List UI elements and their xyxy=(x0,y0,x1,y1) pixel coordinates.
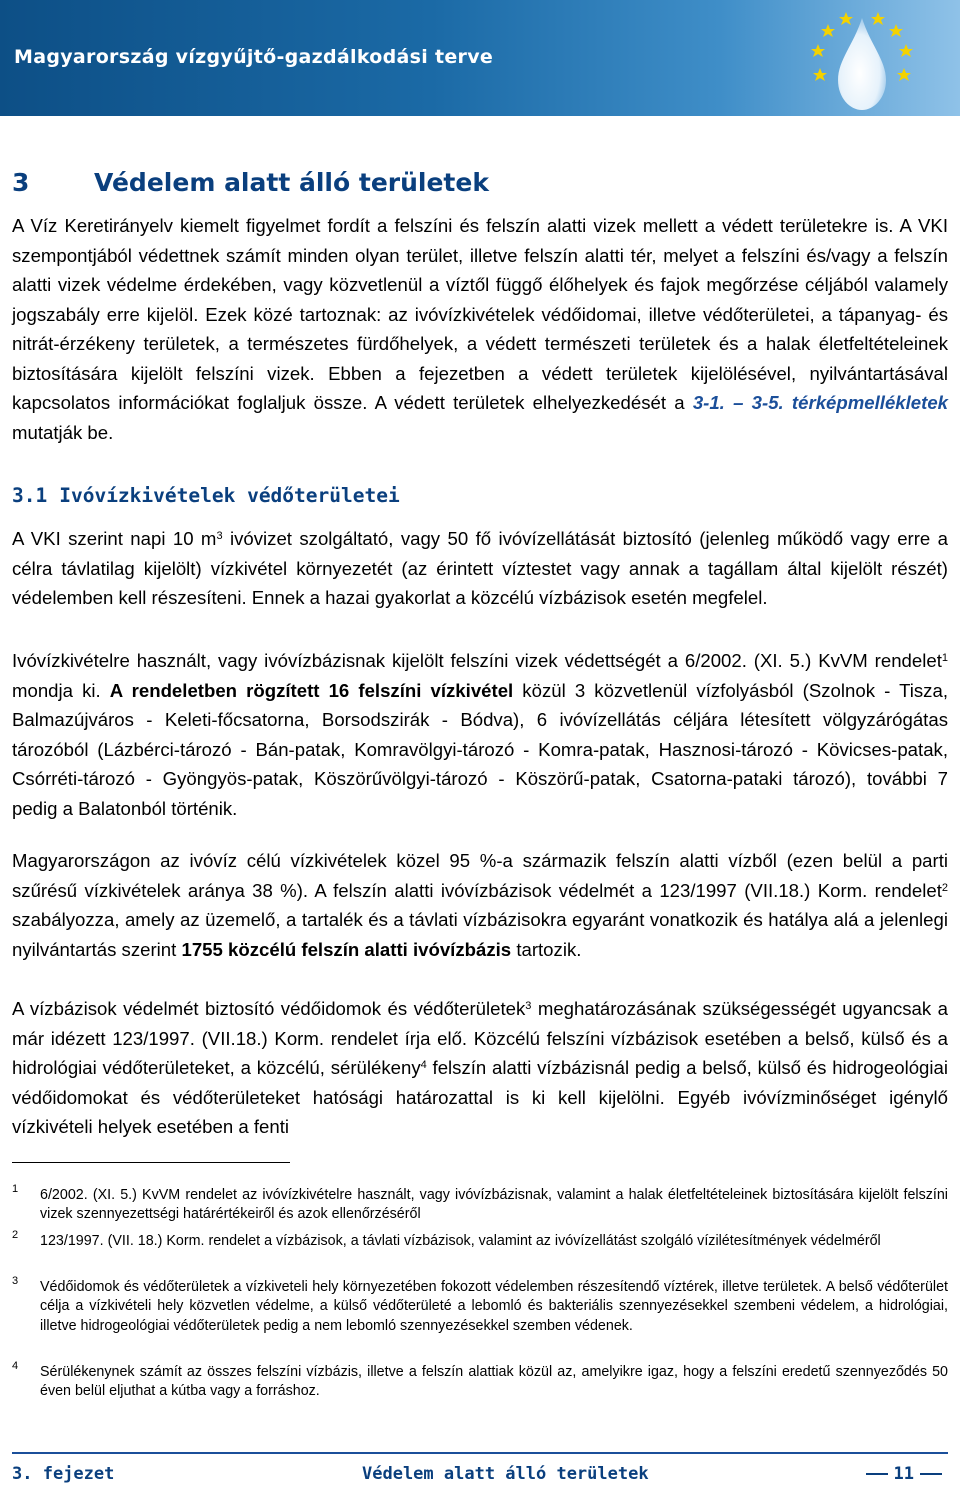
eu-water-drop-logo-icon xyxy=(800,4,960,114)
footer-page-number: 11 xyxy=(860,1464,948,1484)
section-number: 3.1 xyxy=(12,484,48,507)
footnote xyxy=(12,1183,948,1225)
chapter-heading xyxy=(12,168,489,197)
footer-chapter-title: Védelem alatt álló területek xyxy=(362,1464,649,1484)
footnote-text: Sérülékenynek számít az összes felszíni vízbázis, illetve a felszín alattiak közül az, amelyikre igaz, hogy a felszíni eredetű szennyeződés 50 éven belül eljuthat a kútba vagy a forráshoz. xyxy=(40,1364,948,1400)
footnote xyxy=(12,1229,948,1251)
paragraph-groundwater: Magyarországon az ivóvíz célú vízkivételek közel 95 %-a származik felszín alatti vízből (ezen belül a parti szűrésű vízkivételek aránya 38 %). A felszín alatti ivóvízbázisok védelmét a 123/1997 (VII.18.) Korm. rendelet$^2$ szabályozza, amely az üzemelő, a tartalék és a távlati vízbázisokra egyaránt vonatkozik és hatálya alá a jelenlegi nyilvántartás szerint 1755 közcélú felszín alatti ivóvízbázis tartozik. xyxy=(12,850,948,960)
chapter-title: Védelem alatt álló területek xyxy=(94,168,489,197)
footnote-mark: 4 xyxy=(12,1360,19,1372)
footnote-mark: 1 xyxy=(12,1183,19,1195)
intro-paragraph: A Víz Keretirányelv kiemelt figyelmet fordít a felszíni és felszín alatti vizek mellett a védett területekre is. A VKI szempontjából védettnek számít minden olyan terület, illetve felszín alatti tér, melyet a felszíni és/vagy a felszín alatti vizek védelme érdekében, vagy közvetlenül a víztől függő élőhelyek és fajok megőrzése céljából valamely jogszabály erre kijelöl. Ezek közé tartoznak: az ivóvízkivételek védőidomai, illetve védőterületei, a tápanyag- és nitrát-érzékeny területek, a természetes fürdőhelyek, a védett természeti területek és a halak életfeltételeinek biztosítására kijelölt felszíni vizek. Ebben a fejezetben a védett területek kijelölésével, nyilvántartásával kapcsolatos információkat foglaljuk össze. A védett területek elhelyezkedését a 3-1. – 3-5. térképmellékletek mutatják be. xyxy=(12,215,949,443)
footnote xyxy=(12,1360,948,1402)
header-title: Magyarország vízgyűjtő-gazdálkodási terve xyxy=(14,46,494,68)
paragraph-protection-zones: A vízbázisok védelmét biztosító védőidomok és védőterületek$^3$ meghatározásának szükségességét ugyancsak a már idézett 123/1997. (VII.18.) Korm. rendelet írja elő. Közcélú felszíni vízbázisok esetében a belső, külső és a hidrológiai védőterületeket, a közcélú, sérülékeny$^4$ felszín alatti vízbázisnál pedig a belső, külső és hidrogeológiai védőidomokat és védőterületeket hatósági határozattal is ki kell kijelölni. Egyéb ivóvízminőséget igénylő vízkivételi helyek esetében a fenti xyxy=(12,998,948,1137)
footnote-ref-4: 4 xyxy=(420,1059,427,1071)
footnote-text: 6/2002. (XI. 5.) KvVM rendelet az ivóvízkivételre használt, vagy ivóvízbázisnak, valamint a halak életfeltételeinek biztosítására kijelölt felszíni vizek szennyezettségi határértékeiről és azok ellenőrzéséről xyxy=(40,1187,948,1223)
footnote-ref-1: 1 xyxy=(941,652,948,664)
paragraph-surface-intakes: Ivóvízkivételre használt, vagy ivóvízbázisnak kijelölt felszíni vizek védettségét a 6/2002. (XI. 5.) KvVM rendelet$^1$ mondja ki. A rendeletben rögzített 16 felszíni vízkivétel közül 3 közvetlenül vízfolyásból (Szolnok - Tisza, Balmazújváros - Keleti-főcsatorna, Borsodszirák - Bódva), 6 ivóvízellátás céljára létesített völgyzárógátas tározóból (Lázbérci-tározó - Bán-patak, Komravölgyi-tározó - Komra-patak, Hasznosi-tározó - Kövicses-patak, Csórréti-tározó - Gyöngyös-patak, Köszörűvölgyi-tározó - Köszörű-patak, Csatorna-pataki tározó), további 7 pedig a Balatonból történik. xyxy=(12,650,948,819)
footnote-text: Védőidomok és védőterületek a vízkiveteli hely környezetében fokozott védelemben részesítendő víztérek, illetve területek. A belső védőterület célja a vízkivételi hely közvetlen védelme, a külső védőterületé a lebomló és bakteriális szennyezésekkel szembeni védelem, a hidrológiai, illetve hidrogeológiai védőterületek pedig a nem lebomló szennyezésekkel szemben védenek. xyxy=(40,1279,948,1334)
footnote xyxy=(12,1275,948,1336)
footnote-mark: 2 xyxy=(12,1229,19,1241)
footnote-mark: 3 xyxy=(12,1275,19,1287)
footer-separator xyxy=(12,1452,948,1454)
paragraph-vki: A VKI szerint napi 10 $m^3$ ivóvizet szolgáltató, vagy 50 fő ivóvízellátását biztosító (jelenleg működő vagy erre a célra távlatilag kijelölt) vízkivétel környezetét (az érintett víztestet vagy annak a tagállam által kijelölt részét) védelemben kell részesíteni. Ennek a hazai gyakorlat a közcélú vízbázisok esetén megfelel. xyxy=(12,528,949,608)
footnote-ref-3: 3 xyxy=(525,1000,532,1012)
superscript: 3 xyxy=(216,530,223,542)
chapter-number: 3 xyxy=(12,168,30,197)
page-footer xyxy=(12,1464,948,1488)
section-heading xyxy=(12,484,400,507)
section-title: Ivóvízkivételek védőterületei xyxy=(59,484,400,507)
footer-chapter: 3. fejezet xyxy=(12,1464,115,1484)
footnote-text: 123/1997. (VII. 18.) Korm. rendelet a vízbázisok, a távlati vízbázisok, valamint az ivóvízellátást szolgáló vízilétesítmények védelméről xyxy=(40,1233,881,1249)
footnote-separator xyxy=(12,1162,290,1163)
footnote-ref-2: 2 xyxy=(941,881,948,894)
page-header xyxy=(0,0,960,116)
map-annex-reference[interactable]: 3-1. – 3-5. térképmellékletek xyxy=(692,392,949,413)
